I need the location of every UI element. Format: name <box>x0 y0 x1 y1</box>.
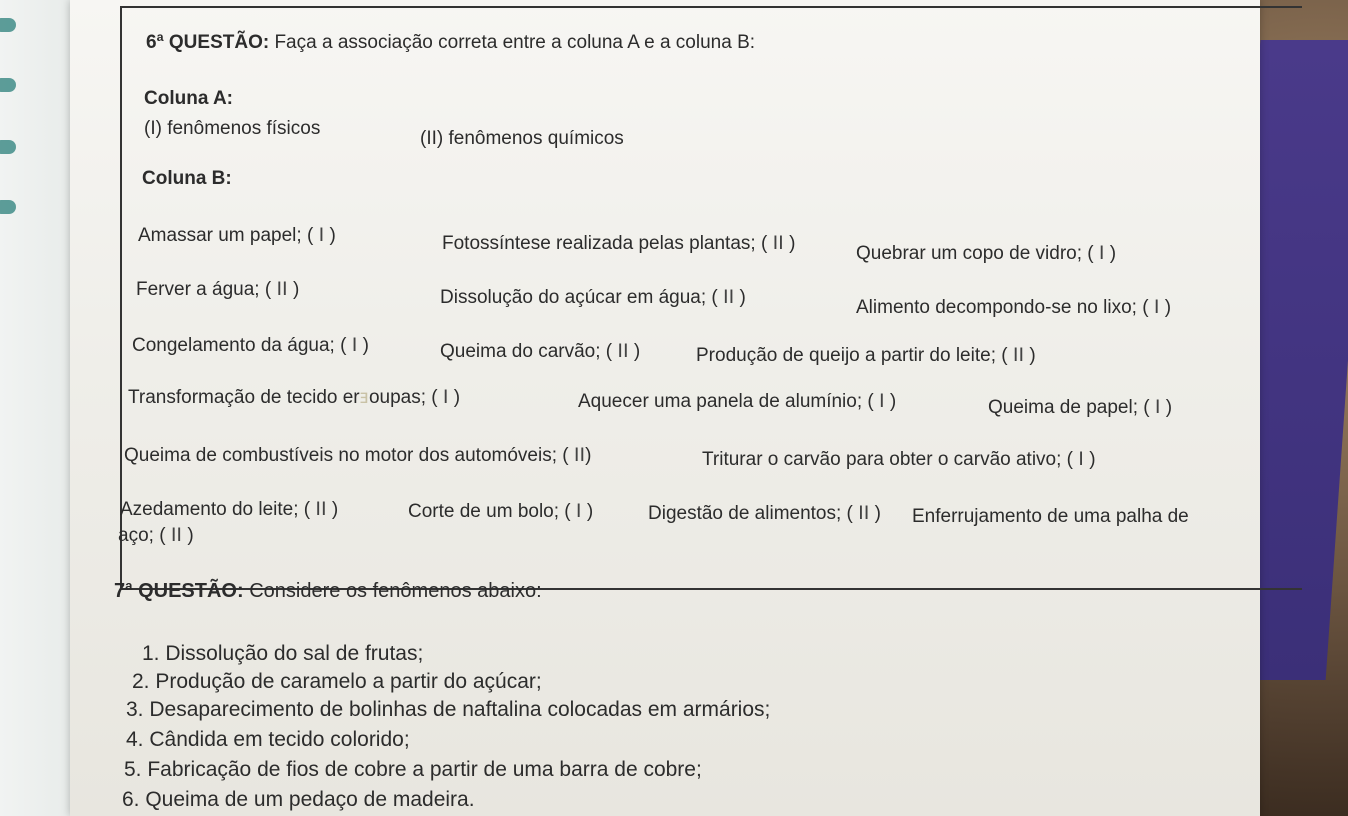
answer-mark: I <box>1153 296 1160 318</box>
coluna-a-label: Coluna A: <box>144 88 234 109</box>
list-item: 4. Cândida em tecido colorido; <box>126 728 410 751</box>
answer-mark: I <box>351 334 358 356</box>
coluna-b-item: Azedamento do leite; ( II ) <box>120 498 339 520</box>
answer-mark: I <box>879 390 885 412</box>
answer-mark: II <box>617 340 629 362</box>
answer-mark: II <box>772 232 784 254</box>
binder-ring <box>0 200 16 214</box>
binder-ring <box>0 78 16 92</box>
question-6-header <box>146 32 755 54</box>
answer-mark: I <box>318 224 325 246</box>
coluna-b-item: Queima de papel; ( I ) <box>988 396 1173 418</box>
coluna-b-label: Coluna B: <box>142 168 232 189</box>
question-prompt: Faça a associação correta entre a coluna A e a coluna B: <box>274 32 756 53</box>
binder-ring <box>0 140 16 154</box>
coluna-b-item: Enferrujamento de uma palha de <box>912 506 1189 527</box>
coluna-b-item: Alimento decompondo-se no lixo; ( I ) <box>856 296 1172 318</box>
answer-mark: II <box>315 498 327 520</box>
coluna-b-item: Queima do carvão; ( II ) <box>440 340 641 362</box>
answer-mark: I <box>575 500 582 522</box>
question-title: QUESTÃO: <box>168 32 270 53</box>
answer-mark: II <box>276 278 288 300</box>
list-item: 6. Queima de um pedaço de madeira. <box>122 788 475 811</box>
coluna-b-item: Queima de combustíveis no motor dos automóveis; ( II) <box>124 444 592 466</box>
coluna-b-item: aço; ( II ) <box>118 524 194 546</box>
coluna-b-item: Dissolução do açúcar em água; ( II ) <box>440 286 746 308</box>
answer-mark: II <box>858 502 870 524</box>
coluna-b-item: Produção de queijo a partir do leite; ( II ) <box>696 344 1036 366</box>
coluna-b-item: Quebrar um copo de vidro; ( I ) <box>856 242 1117 264</box>
question-prompt: Considere os fenômenos abaixo: <box>249 580 542 602</box>
coluna-a-option-ii: (II) fenômenos químicos <box>420 128 624 149</box>
answer-mark: II <box>170 524 183 546</box>
question-number: 7ª <box>114 580 133 602</box>
coluna-b-item: Transformação de tecido erⱻoupas; ( I ) <box>128 386 461 408</box>
list-item: 2. Produção de caramelo a partir do açúcar; <box>132 670 542 693</box>
answer-mark: II <box>573 444 586 466</box>
list-item: 5. Fabricação de fios de cobre a partir de uma barra de cobre; <box>124 758 702 781</box>
answer-mark: I <box>1078 448 1084 470</box>
answer-mark: II <box>1012 344 1025 366</box>
coluna-b-item: Fotossíntese realizada pelas plantas; ( II ) <box>442 232 796 254</box>
coluna-a-option-i: (I) fenômenos físicos <box>144 118 321 139</box>
question-7-header <box>114 580 542 603</box>
coluna-b-item: Aquecer uma panela de alumínio; ( I ) <box>578 390 897 412</box>
question-number: 6ª <box>146 32 164 53</box>
coluna-b-item: Amassar um papel; ( I ) <box>138 224 336 246</box>
coluna-b-item: Corte de um bolo; ( I ) <box>408 500 594 522</box>
coluna-b-item: Digestão de alimentos; ( II ) <box>648 502 881 524</box>
list-item: 1. Dissolução do sal de frutas; <box>142 642 424 665</box>
question-title: QUESTÃO: <box>138 580 244 602</box>
coluna-b-item: Congelamento da água; ( I ) <box>132 334 369 356</box>
answer-mark: I <box>1154 396 1161 418</box>
answer-mark: I <box>442 386 449 408</box>
coluna-b-item: Ferver a água; ( II ) <box>136 278 300 300</box>
coluna-b-item: Triturar o carvão para obter o carvão ativo; ( I ) <box>702 448 1096 470</box>
list-item: 3. Desaparecimento de bolinhas de naftalina colocadas em armários; <box>126 698 771 721</box>
answer-mark: I <box>1098 242 1105 264</box>
answer-mark: II <box>723 286 735 308</box>
worksheet-page <box>70 0 1260 816</box>
binder-ring <box>0 18 16 32</box>
